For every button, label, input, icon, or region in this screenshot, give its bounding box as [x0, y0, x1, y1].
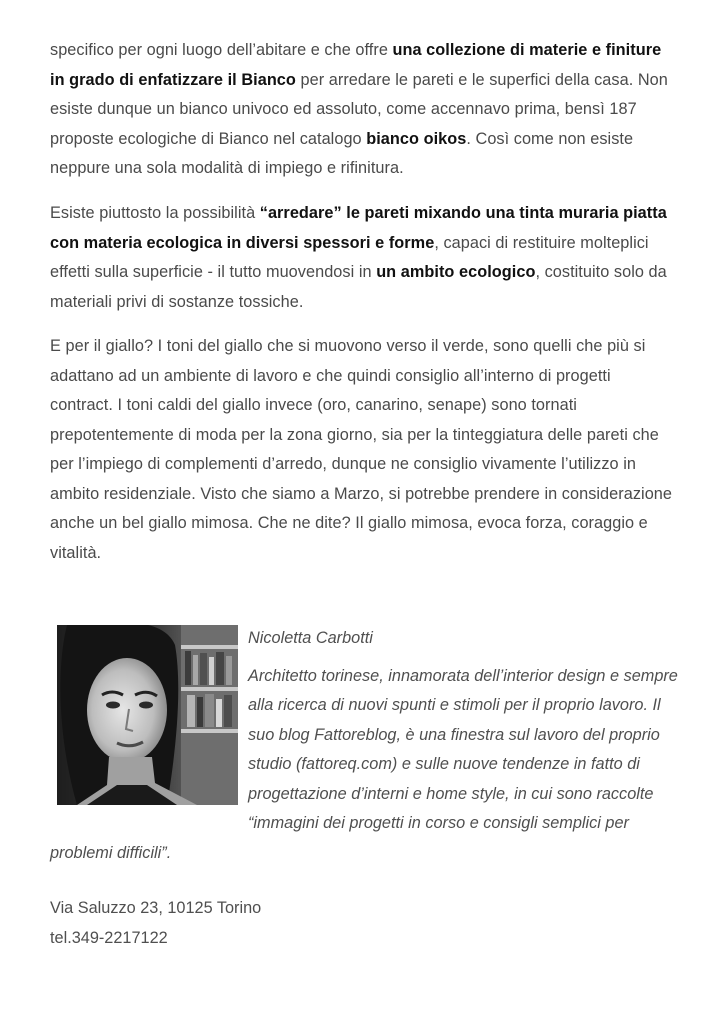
- paragraph-giallo: E per il giallo? I toni del giallo che si muovono verso il verde, sono quelli che più si adattano ad un ambiente di lavoro e che quindi consiglio all’interno di progetti contract. I toni caldi del giallo invece (oro, canarino, senape) sono tornati prepotentemente di moda per la zona giorno, sia per la tinteggiatura delle pareti che per l’impiego di complementi d’arredo, dunque ne consiglio vivamente l’utilizzo in ambito residenziale. Visto che siamo a Marzo, si potrebbe prendere in considerazione anche un bel giallo mimosa. Che ne dite? Il giallo mimosa, evoca forza, coraggio e vitalità.: [50, 337, 673, 562]
- text-span: per arredare le pareti e le superfici della casa. Non esiste dunque un bianco univoco ed assoluto, come accennavo prima, bensì 187 proposte ecologiche di Bianco nel catalogo: [50, 70, 668, 148]
- text-span: specifico per ogni luogo dell’abitare e che offre: [50, 41, 393, 59]
- author-bio-block: [50, 624, 678, 868]
- paragraph-bianco: [50, 36, 676, 184]
- bold-text: “arredare” le pareti mixando una tinta muraria piatta con materia ecologica in diversi spessori e forme: [50, 204, 667, 252]
- bold-text: un ambito ecologico: [376, 263, 536, 281]
- text-span: . Così come non esiste neppure una sola modalità di impiego e rifinitura.: [50, 129, 634, 177]
- contact-phone: tel.349-2217122: [50, 929, 168, 947]
- text-span: , costituito solo da materiali privi di sostanze tossiche.: [50, 263, 667, 311]
- bold-text: una collezione di materie e finiture in grado di enfatizzare il Bianco: [50, 41, 662, 89]
- author-bio: Architetto torinese, innamorata dell’interior design e sempre alla ricerca di nuovi spunti e stimoli per il proprio lavoro. Il suo blog Fattoreblog, è una finestra sul lavoro del proprio studio (fattoreq.com) e sulle nuove tendenze in fatto di progettazione d’interni e home style, in cui sono raccolte “immagini dei progetti in corso e consigli semplici per problemi difficili”.: [50, 666, 678, 862]
- photo-spacer: [50, 624, 248, 826]
- bold-text: bianco oikos: [366, 129, 467, 148]
- text-span: , capaci di restituire molteplici effetti sulla superficie - il tutto muovendosi in: [50, 233, 649, 281]
- text-span: Esiste piuttosto la possibilità: [50, 204, 260, 222]
- contact-info: [50, 893, 450, 953]
- author-name: Nicoletta Carbotti: [248, 629, 373, 647]
- contact-address: Via Saluzzo 23, 10125 Torino: [50, 899, 262, 917]
- paragraph-arredare: [50, 199, 676, 317]
